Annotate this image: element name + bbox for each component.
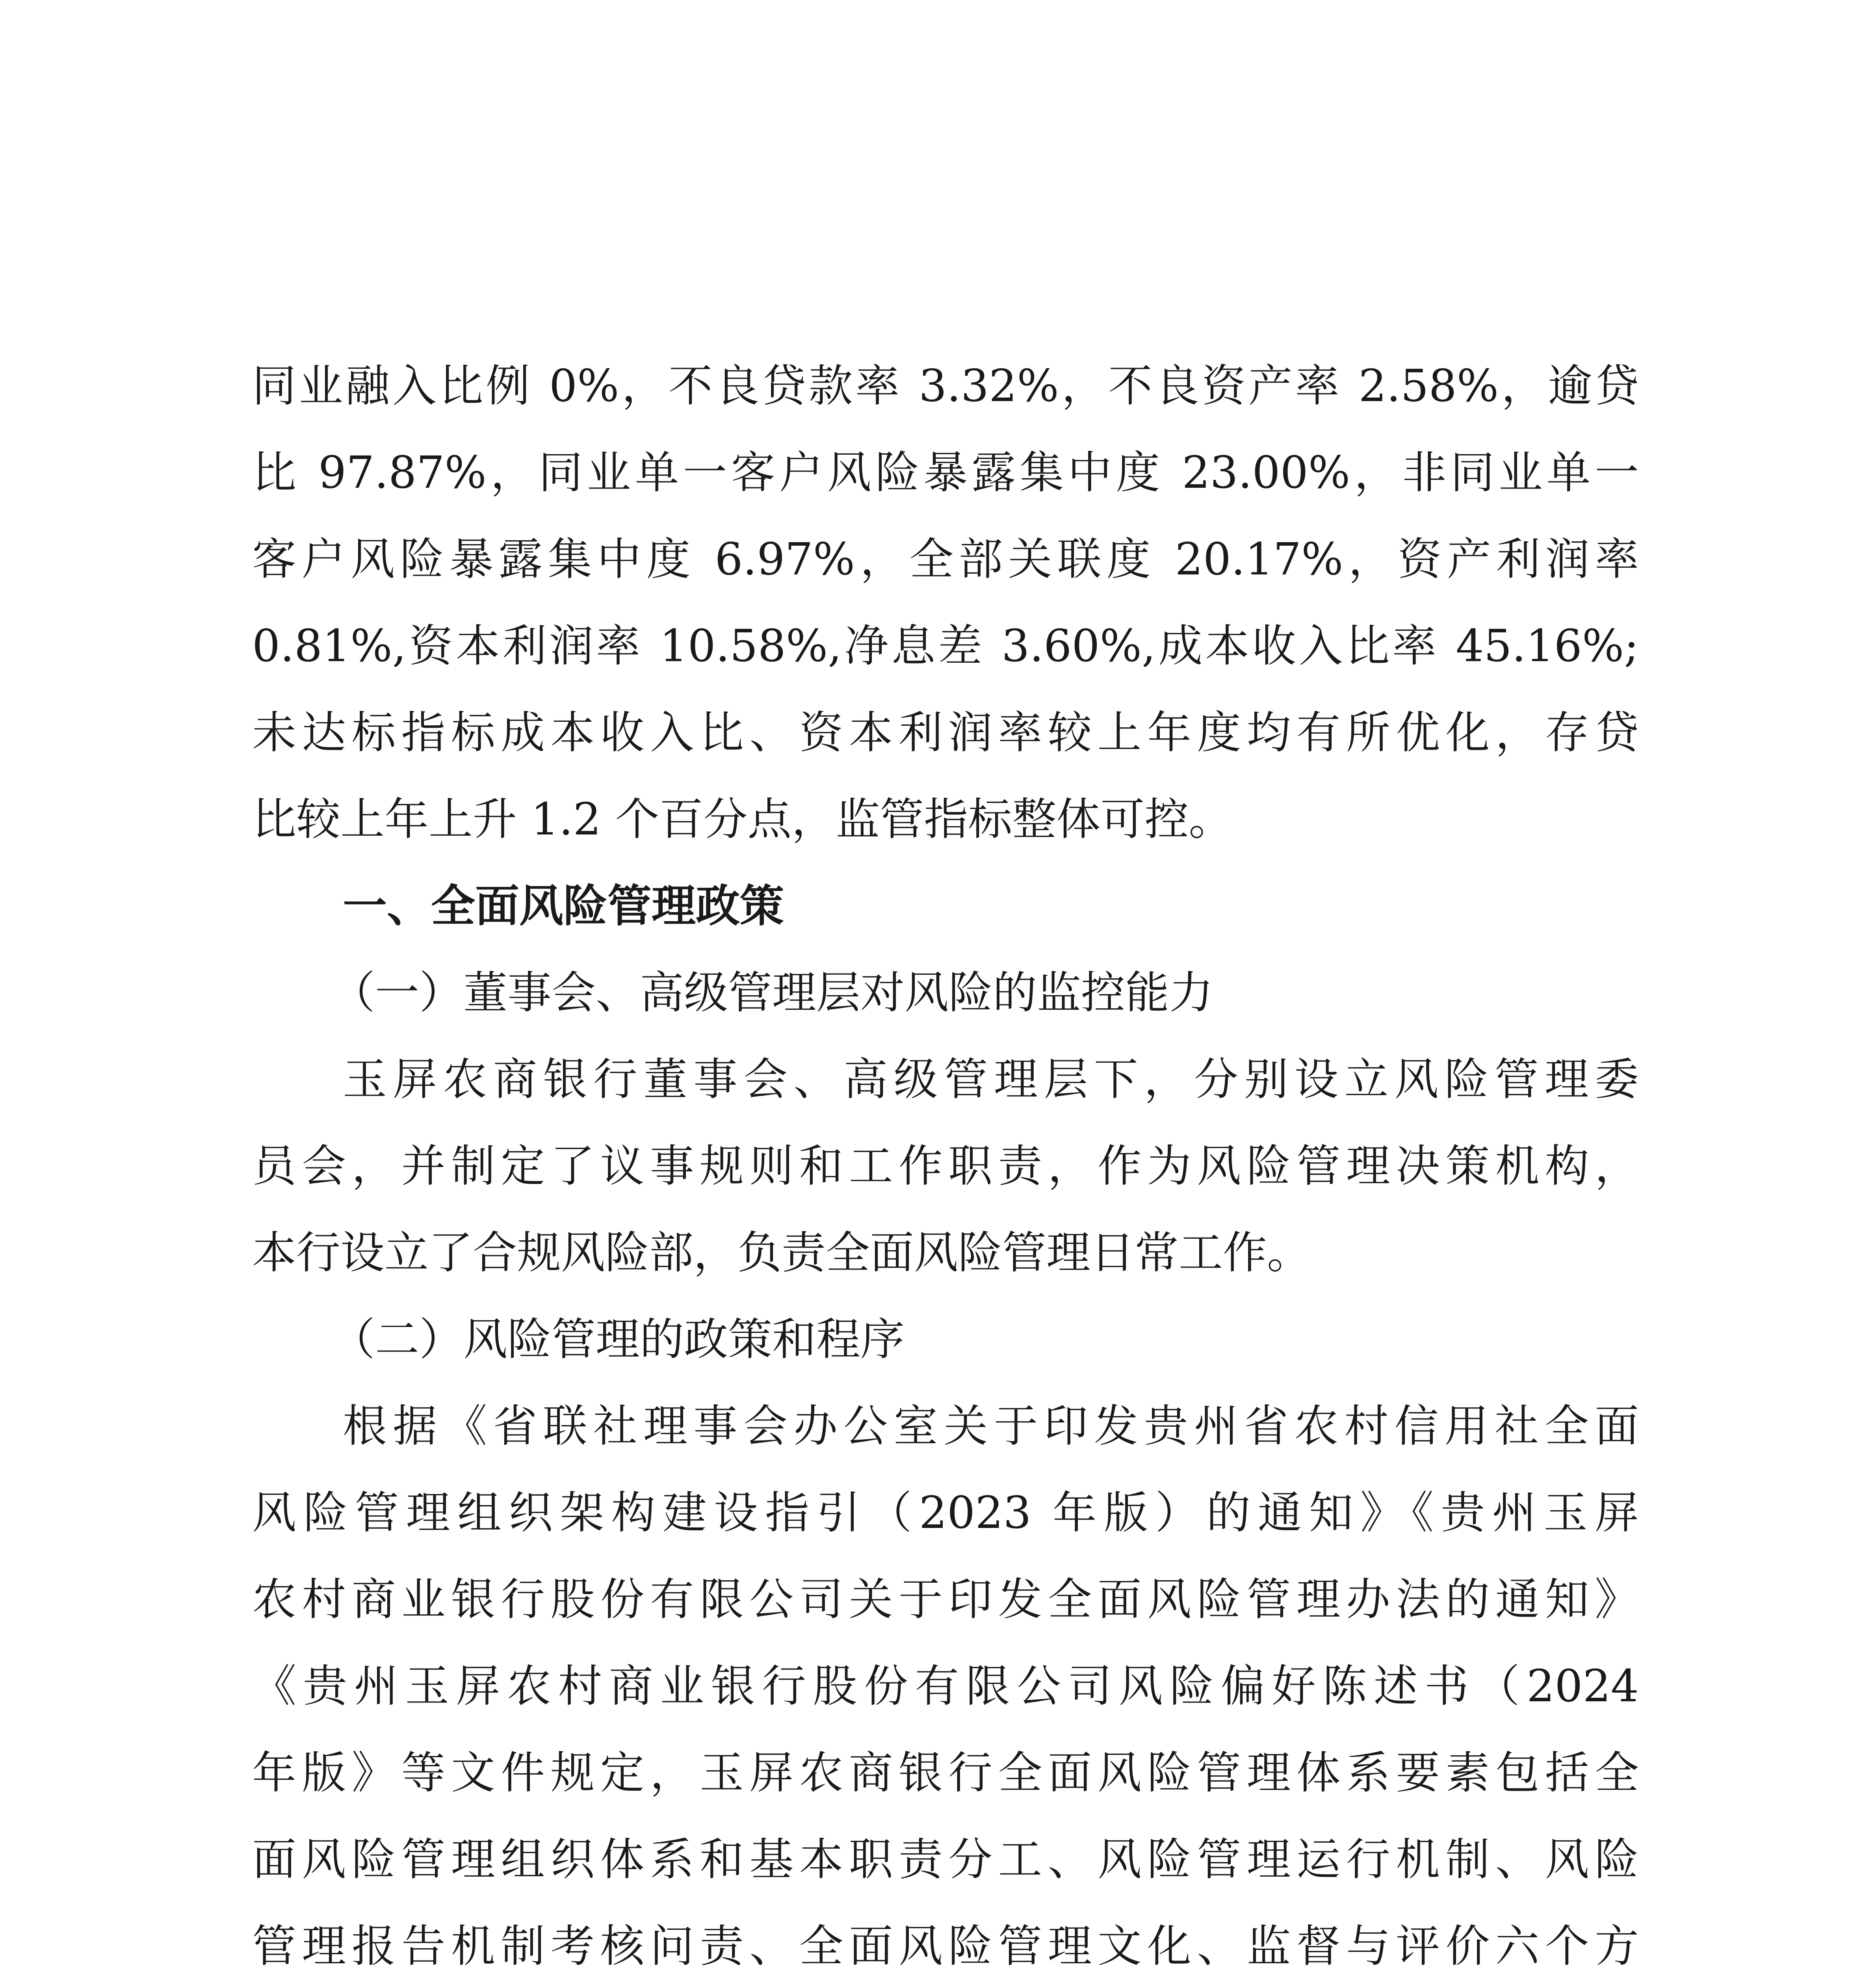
para2-line-7: 管理报告机制考核问责、全面风险管理文化、监督与评价六个方 — [252, 1921, 1639, 1970]
para2-line-1: 根据《省联社理事会办公室关于印发贵州省农村信用社全面 — [343, 1401, 1639, 1452]
para1-line-1: 玉屏农商银行董事会、高级管理层下，分别设立风险管理委 — [343, 1054, 1639, 1105]
subheading-1: （一）董事会、高级管理层对风险的监控能力 — [331, 967, 1213, 1018]
intro-line-3: 客户风险暴露集中度 6.97%，全部关联度 20.17%，资产利润率 — [252, 534, 1639, 585]
intro-line-2: 比 97.87%，同业单一客户风险暴露集中度 23.00%，非同业单一 — [252, 447, 1639, 498]
intro-line-4: 0.81%,资本利润率 10.58%,净息差 3.60%,成本收入比率 45.16%; — [252, 621, 1639, 672]
section-heading-1: 一、全面风险管理政策 — [343, 881, 784, 932]
intro-line-1: 同业融入比例 0%，不良贷款率 3.32%，不良资产率 2.58%，逾贷 — [252, 361, 1639, 412]
subheading-2: （二）风险管理的政策和程序 — [331, 1314, 905, 1365]
intro-line-6: 比较上年上升 1.2 个百分点，监管指标整体可控。 — [252, 794, 1233, 845]
para1-line-3: 本行设立了合规风险部，负责全面风险管理日常工作。 — [252, 1227, 1311, 1279]
para2-line-6: 面风险管理组织体系和基本职责分工、风险管理运行机制、风险 — [252, 1834, 1639, 1885]
para2-line-4: 《贵州玉屏农村商业银行股份有限公司风险偏好陈述书（2024 — [252, 1661, 1639, 1712]
para2-line-5: 年版》等文件规定，玉屏农商银行全面风险管理体系要素包括全 — [252, 1747, 1639, 1799]
para2-line-3: 农村商业银行股份有限公司关于印发全面风险管理办法的通知》 — [252, 1574, 1639, 1625]
para2-line-2: 风险管理组织架构建设指引（2023 年版）的通知》《贵州玉屏 — [252, 1487, 1639, 1539]
para1-line-2: 员会，并制定了议事规则和工作职责，作为风险管理决策机构， — [252, 1141, 1639, 1192]
intro-line-5: 未达标指标成本收入比、资本利润率较上年度均有所优化，存贷 — [252, 707, 1639, 758]
